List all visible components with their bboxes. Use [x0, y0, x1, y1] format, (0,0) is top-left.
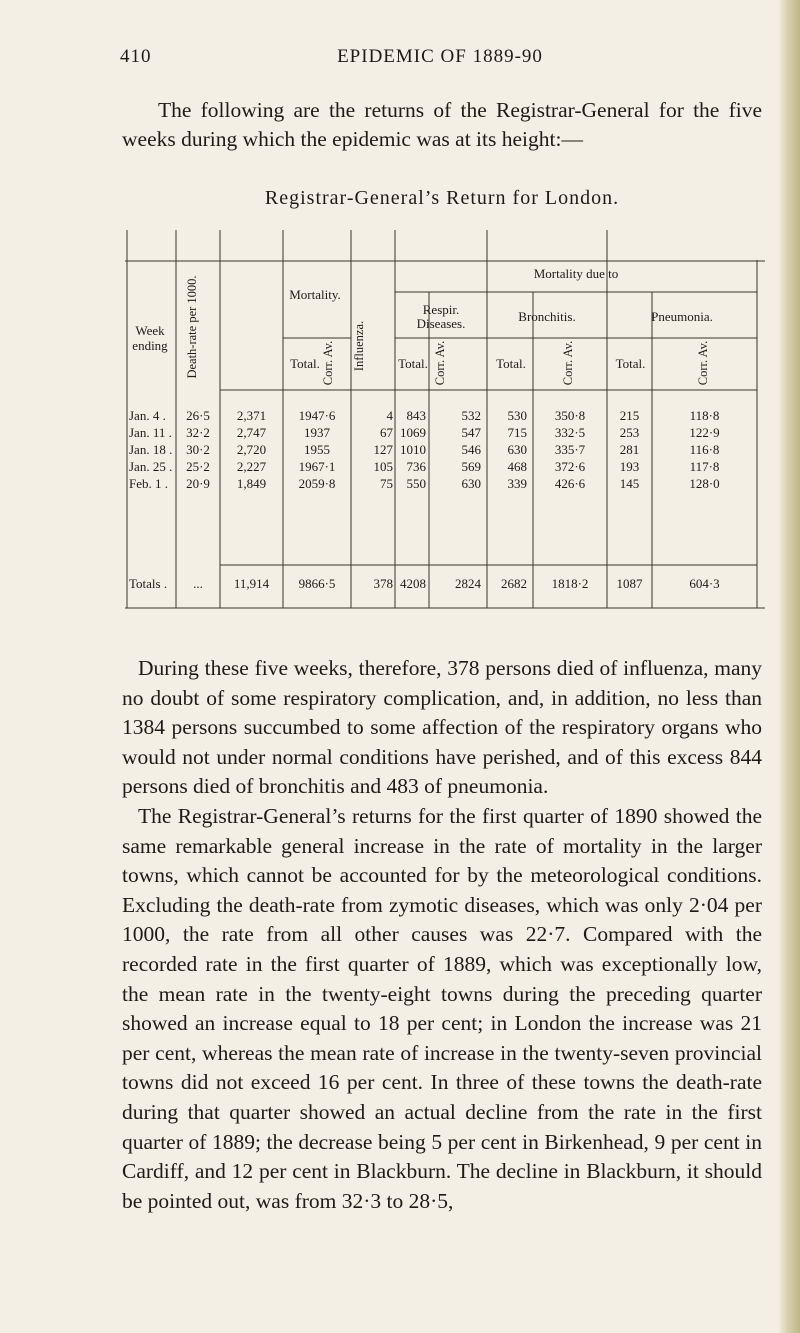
cell-pneu-total: 145: [619, 476, 640, 491]
header-diseases: Diseases.: [416, 316, 466, 331]
body-text: [122, 654, 762, 1216]
cell-mort-total: 1,849: [236, 476, 267, 491]
cell-bron-corr: 372·6: [554, 459, 586, 474]
totals-bron-corr: 1818·2: [551, 576, 589, 591]
cell-resp-corr: 532: [461, 408, 481, 423]
header-respir: Respir.: [422, 302, 460, 317]
cell-resp-total: 1069: [400, 425, 426, 440]
header-respir-corr: Corr. Av.: [433, 340, 447, 386]
running-head: EPIDEMIC OF 1889-90: [337, 46, 543, 67]
header-bronchitis-total: Total.: [496, 356, 526, 371]
cell-resp-total: 550: [406, 476, 426, 491]
cell-week: Jan. 4 .: [129, 408, 166, 423]
cell-bron-corr: 426·6: [554, 476, 586, 491]
header-pneumonia-total: Total.: [615, 356, 646, 371]
cell-mort-total: 2,227: [236, 459, 267, 474]
cell-mort-corr: 1947·6: [298, 408, 336, 423]
cell-resp-corr: 547: [461, 425, 481, 440]
cell-pneu-total: 253: [619, 425, 640, 440]
cell-pneu-corr: 122·9: [689, 425, 720, 440]
header-respir-total: Total.: [398, 356, 428, 371]
cell-mort-corr: 1937: [304, 425, 330, 440]
body-paragraph-2: The Registrar-General’s returns for the first quarter of 1890 showed the same remarkable general increase in the rate of mortality in the larger towns, which cannot be accounted for by the meteorological conditions. Excluding the death-rate from zymotic diseases, which was only 2·04 per 1000, the rate from all other causes was 22·7. Compared with the recorded rate in the first quarter of 1889, which was exceptionally low, the mean rate in the twenty-eight towns during the preceding quarter showed an increase equal to 18 per cent; in London the increase was 21 per cent, whereas the mean rate of increase in the twenty-seven provincial towns did not exceed 16 per cent. In three of these towns the death-rate during that quarter showed an actual decline from the rate in the first quarter of 1889; the decrease being 5 per cent in Birkenhead, 9 per cent in Cardiff, and 12 per cent in Blackburn. The decline in Blackburn, it should be pointed out, was from 32·3 to 28·5,: [122, 803, 762, 1213]
cell-bron-total: 530: [507, 408, 527, 423]
cell-influenza: 127: [373, 442, 393, 457]
totals-pneu-total: 1087: [616, 576, 643, 591]
cell-influenza: 75: [380, 476, 393, 491]
cell-pneu-total: 215: [619, 408, 640, 423]
header-week: Week: [135, 323, 165, 338]
cell-week: Feb. 1 .: [129, 476, 168, 491]
mortality-table: [125, 230, 765, 636]
cell-influenza: 4: [386, 408, 393, 423]
totals-influenza: 378: [373, 576, 393, 591]
totals-rate: ...: [193, 576, 203, 591]
cell-rate: 26·5: [186, 408, 210, 423]
cell-rate: 25·2: [186, 459, 210, 474]
cell-resp-corr: 546: [461, 442, 481, 457]
cell-week: Jan. 25 .: [129, 459, 173, 474]
page-number: 410: [120, 46, 152, 67]
cell-bron-total: 468: [507, 459, 527, 474]
cell-pneu-corr: 128·0: [689, 476, 720, 491]
header-influenza: Influenza.: [352, 320, 366, 372]
totals-resp-corr: 2824: [455, 576, 481, 591]
cell-resp-corr: 569: [461, 459, 481, 474]
totals-mort-total: 11,914: [233, 576, 270, 591]
cell-pneu-corr: 116·8: [689, 442, 720, 457]
header-mortality-total: Total.: [290, 356, 320, 371]
cell-rate: 32·2: [186, 425, 210, 440]
header-mortality-due-to: Mortality due to: [533, 266, 619, 281]
totals-pneu-corr: 604·3: [689, 576, 720, 591]
cell-week: Jan. 11 .: [129, 425, 172, 440]
cell-mort-corr: 1967·1: [298, 459, 336, 474]
cell-mort-total: 2,747: [236, 425, 267, 440]
cell-influenza: 67: [380, 425, 393, 440]
header-mortality: Mortality.: [289, 287, 341, 302]
table-title: Registrar-General’s Return for London.: [264, 187, 620, 209]
cell-bron-total: 339: [507, 476, 527, 491]
cell-bron-corr: 332·5: [554, 425, 586, 440]
header-bronchitis: Bronchitis.: [518, 309, 576, 324]
cell-mort-corr: 1955: [304, 442, 330, 457]
cell-rate: 30·2: [186, 442, 210, 457]
header-mortality-corr: Corr. Av.: [321, 340, 335, 386]
totals-mort-corr: 9866·5: [298, 576, 336, 591]
cell-bron-corr: 335·7: [554, 442, 586, 457]
page-edge: [778, 0, 800, 1333]
cell-pneu-corr: 118·8: [689, 408, 720, 423]
cell-week: Jan. 18 .: [129, 442, 173, 457]
cell-mort-total: 2,720: [236, 442, 267, 457]
cell-mort-total: 2,371: [236, 408, 267, 423]
cell-rate: 20·9: [186, 476, 210, 491]
header-ending: ending: [132, 338, 168, 353]
cell-resp-total: 736: [406, 459, 426, 474]
cell-bron-corr: 350·8: [554, 408, 586, 423]
cell-mort-corr: 2059·8: [298, 476, 336, 491]
page-header: [120, 46, 760, 76]
cell-pneu-total: 193: [619, 459, 640, 474]
header-bronchitis-corr: Corr. Av.: [561, 340, 575, 386]
header-death-rate: Death-rate per 1000.: [185, 275, 199, 379]
body-paragraph-1: During these five weeks, therefore, 378 persons died of influenza, many no doubt of some respiratory complication, and, in addition, no less than 1384 persons succumbed to some affection of the respiratory organs who would not under normal conditions have perished, and of this excess 844 persons died of bronchitis and 483 of pneumonia.: [122, 656, 762, 799]
cell-pneu-total: 281: [619, 442, 640, 457]
totals-bron-total: 2682: [501, 576, 527, 591]
header-pneumonia-corr: Corr. Av.: [696, 340, 710, 386]
cell-resp-corr: 630: [461, 476, 481, 491]
totals-label: Totals .: [129, 576, 168, 591]
header-pneumonia: Pneumonia.: [651, 309, 713, 324]
cell-influenza: 105: [373, 459, 393, 474]
cell-bron-total: 630: [507, 442, 527, 457]
intro-paragraph: The following are the returns of the Registrar-General for the five weeks during which the epidemic was at its height:—: [122, 98, 762, 151]
cell-resp-total: 843: [406, 408, 426, 423]
cell-pneu-corr: 117·8: [689, 459, 720, 474]
cell-bron-total: 715: [507, 425, 527, 440]
totals-resp-total: 4208: [400, 576, 426, 591]
cell-resp-total: 1010: [400, 442, 426, 457]
